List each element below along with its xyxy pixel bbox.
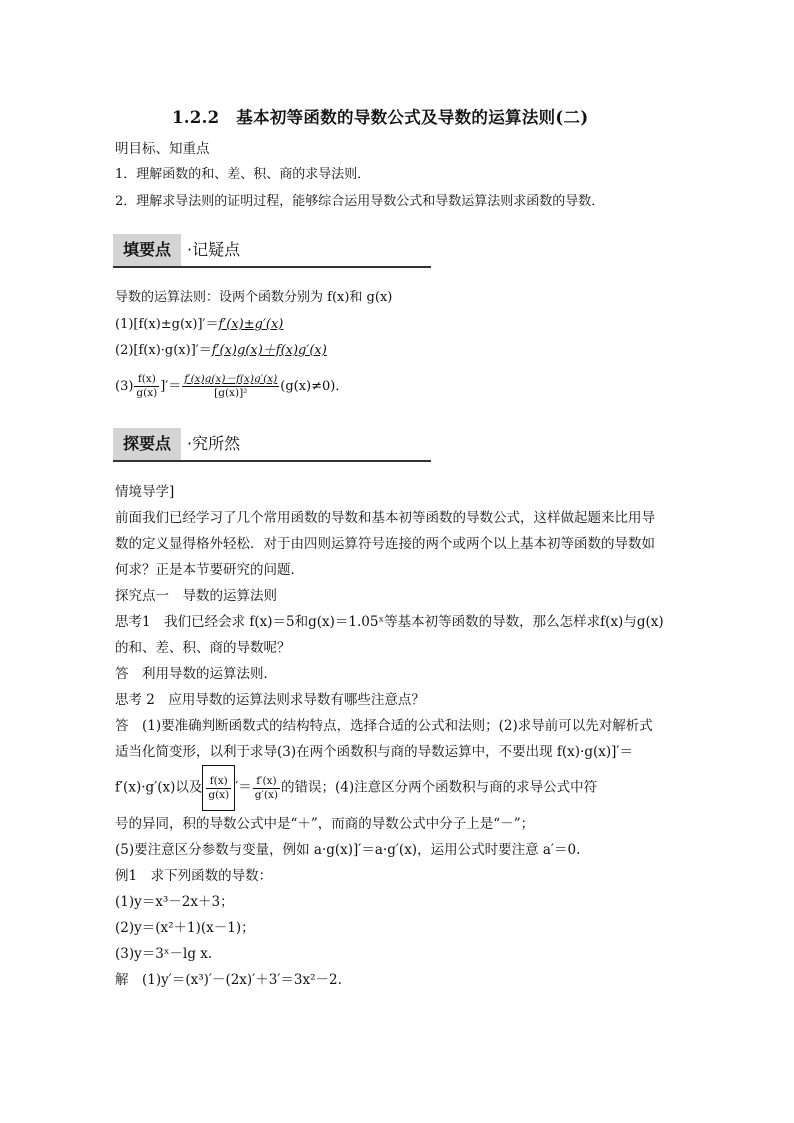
section-header-explore-points: [113, 428, 431, 462]
body-line: 何求？正是本节要研究的问题．: [115, 562, 304, 578]
rule-quotient-fraction: [134, 373, 159, 400]
bracket-fraction: [202, 765, 235, 811]
answer-fraction: [253, 775, 280, 802]
goal-item-2: 2．理解求导法则的证明过程，能够综合运用导数公式和导数运算法则求函数的导数．: [115, 194, 605, 209]
body-line: 前面我们已经学习了几个常用函数的导数和基本初等函数的导数公式，这样做起题来比用导: [115, 510, 655, 526]
body-line: 思考1 我们已经会求 f(x)＝5和g(x)＝1.05ˣ等基本初等函数的导数，那么怎样求f(x)与g(x): [115, 614, 664, 630]
rule-product-prefix: (2)[f(x)·g(x)]′＝: [115, 343, 212, 358]
body-line: 探究点一 导数的运算法则: [115, 588, 277, 604]
body-line: (2)y＝(x²＋1)(x－1)；: [115, 920, 255, 936]
rule-quotient-prefix: (3): [115, 379, 134, 394]
body-line: 情境导学]: [115, 484, 175, 500]
body-line: 思考 2 应用导数的运算法则求导数有哪些注意点？: [115, 692, 425, 708]
fraction-denominator: g′(x): [254, 788, 279, 801]
body-line: 适当化简变形，以利于求导(3)在两个函数积与商的导数运算中，不要出现 f(x)·g(x)]′＝: [115, 744, 633, 760]
rule-product: [115, 342, 327, 360]
fraction-numerator: f(x): [134, 373, 159, 387]
page-title: 1.2.2 基本初等函数的导数公式及导数的运算法则(二): [172, 108, 589, 127]
rule-quotient: [115, 368, 348, 406]
rule-sum: [115, 316, 283, 334]
fraction-numerator: f′(x): [253, 775, 280, 789]
body-line-with-fractions: [115, 765, 680, 811]
body-line: 例1 求下列函数的导数：: [115, 868, 273, 884]
goal-item-1: 1．理解函数的和、差、积、商的求导法则．: [115, 167, 371, 182]
rule-quotient-answer-fraction: [182, 373, 279, 400]
section-box-label: 填要点: [113, 234, 181, 266]
line-mid: ′＝: [235, 779, 252, 796]
body-line: (5)要注意区分参数与变量，例如 a·g(x)]′＝a·g′(x)，运用公式时要注意 a′＝0.: [115, 842, 581, 858]
fraction-denominator: g(x): [136, 387, 158, 399]
rule-quotient-mid: ]′＝: [160, 379, 182, 394]
body-line: 数的定义显得格外轻松．对于由四则运算符号连接的两个或两个以上基本初等函数的导数如: [115, 536, 655, 552]
line-prefix: f′(x)·g′(x)以及: [115, 779, 203, 796]
section-box-label: 探要点: [113, 428, 181, 460]
rule-quotient-suffix: (g(x)≠0)．: [280, 379, 349, 394]
fraction-denominator: g(x): [208, 789, 230, 801]
body-line: 答 (1)要准确判断函数式的结构特点，选择合适的公式和法则；(2)求导前可以先对解析式: [115, 718, 653, 734]
rule-sum-prefix: (1)[f(x)±g(x)]′＝: [115, 317, 219, 332]
body-line: 的和、差、积、商的导数呢？: [115, 640, 291, 656]
goals-heading: 明目标、知重点: [115, 141, 210, 157]
section2-body: [115, 479, 680, 993]
line-suffix: 的错误；(4)注意区分两个函数积与商的求导公式中符: [281, 779, 598, 796]
body-line: 答 利用导数的运算法则．: [115, 666, 277, 682]
fraction-numerator: f(x): [206, 775, 231, 789]
section-sub-label: ·记疑点: [187, 240, 241, 259]
rules-intro: 导数的运算法则：设两个函数分别为 f(x)和 g(x): [115, 290, 393, 305]
body-line: 解 (1)y′＝(x³)′－(2x)′＋3′＝3x²－2.: [115, 972, 342, 988]
section-header-fill-points: [113, 234, 431, 268]
body-line: (3)y＝3ˣ－lg x.: [115, 946, 213, 962]
section-sub-label: ·究所然: [187, 434, 241, 453]
answer-denominator: [g(x)]²: [214, 387, 248, 399]
rule-product-answer: f′(x)g(x)＋f(x)g′(x): [211, 343, 327, 358]
rule-sum-answer: f′(x)±g′(x): [218, 317, 284, 332]
body-line: 号的异同，积的导数公式中是“＋”，而商的导数公式中分子上是“－”；: [115, 816, 535, 832]
answer-numerator: f′(x)g(x)－f(x)g′(x): [184, 373, 278, 385]
body-line: (1)y＝x³－2x＋3；: [115, 894, 234, 910]
fraction: [206, 775, 231, 802]
